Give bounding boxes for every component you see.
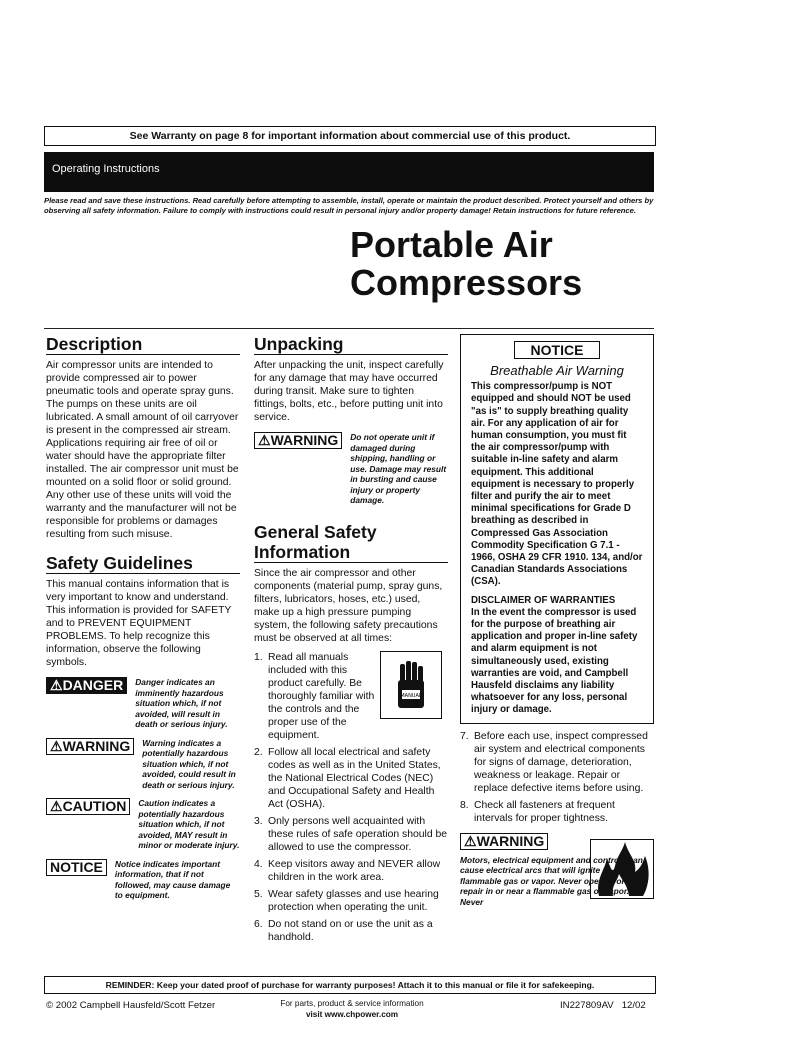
- general-safety-heading: [254, 522, 448, 563]
- copyright: © 2002 Campbell Hausfeld/Scott Fetzer: [46, 1000, 216, 1011]
- warning-badge: [460, 833, 548, 850]
- disclaimer-body: In the event the compressor is used for the purpose of breathing air application and proper in-line safety and alarm equipment is not simultaneously used, existing warranties are void, and Campbell Hausfeld disclaims any liability whatsoever for any loss, personal injury or damage.: [471, 606, 638, 716]
- unpacking-warning: [254, 432, 448, 506]
- list-item: [254, 815, 448, 854]
- item-number: 4.: [254, 858, 263, 870]
- notice-body: This compressor/pump is NOT equipped and should NOT be used "as is" to supply breathing quality air. For any application of air for human consumption, you must fit the air compressor/pump with suitable in-line safety and alarm equipment. This additional equipment is necessary to properly filter and purify the air to meet minimal specifications for Grade D breathing as described in Compressed Gas Association Commodity Specification G 7.1 - 1966, OSHA 29 CFR 1910. 134, and/or Canadian Standards Associations (CSA).: [471, 381, 643, 588]
- column-middle: [254, 334, 448, 944]
- item-text: Only persons well acquainted with these rules of safe operation should be allowed to use the compressor.: [268, 815, 448, 853]
- parts-info: [272, 998, 432, 1020]
- notice-label: NOTICE: [514, 341, 600, 359]
- warning-text: Warning indicates a potentially hazardous situation which, if not avoided, could result in death or serious injury.: [142, 737, 236, 790]
- danger-text: Danger indicates an imminently hazardous situation which, if not avoided, will result in death or serious injury.: [135, 677, 228, 729]
- unpacking-body: After unpacking the unit, inspect carefully for any damage that may have occurred during transit. Make sure to tighten fittings, bolts, etc., before putting unit into service.: [254, 360, 444, 423]
- warning-label: WARNING: [476, 832, 545, 849]
- notice-signal: [46, 859, 240, 901]
- safety-guidelines-body: This manual contains information that is very important to know and understand. This information is provided for SAFETY and to PREVENT EQUIPMENT PROBLEMS. To help recognize this information, observe the following symbols.: [46, 579, 232, 668]
- notice-text: Notice indicates important information, that if not followed, may cause damage to equipment.: [114, 858, 231, 900]
- list-item: [254, 858, 448, 884]
- intro-text: Please read and save these instructions. Read carefully before attempting to assemble, install, operate or maintain the product described. Protect yourself and others by observing all safety information. Failure to comply with instructions could result in personal injury and/or property damage! Retain instructions for future reference.: [44, 196, 654, 216]
- item-text: Do not stand on or use the unit as a handhold.: [268, 918, 433, 943]
- list-item: [254, 918, 448, 944]
- danger-label: DANGER: [62, 677, 124, 693]
- warning-label: WARNING: [62, 737, 131, 754]
- read-manual-icon: [380, 651, 442, 719]
- parts-info-line-1: For parts, product & service information: [280, 999, 424, 1008]
- warranty-notice: See Warranty on page 8 for important information about commercial use of this product.: [44, 126, 656, 146]
- section-bar: Operating Instructions: [44, 152, 654, 192]
- item-number: 6.: [254, 918, 263, 930]
- list-item: [254, 746, 448, 811]
- continued-safety-list: [460, 730, 654, 825]
- reminder-box: REMINDER: Keep your dated proof of purchase for warranty purposes! Attach it to this manual or file it for safekeeping.: [44, 976, 656, 994]
- caution-text: Caution indicates a potentially hazardous situation which, if not avoided, MAY result in minor or moderate injury.: [138, 798, 240, 850]
- list-item: [460, 730, 654, 795]
- item-text: Keep visitors away and NEVER allow children in the work area.: [268, 858, 441, 883]
- fire-warning-text: Motors, electrical equipment and controls can cause electrical arcs that will ignite a flammable gas or vapor. Never operate or repair in or near a flammable gas or vapor. Never: [460, 854, 643, 907]
- general-safety-body: Since the air compressor and other components (material pump, spray guns, filters, lubricators, hoses, etc.) used, make up a high pressure pumping system, the following safety precautions must be observed at all times:: [254, 567, 443, 644]
- alert-triangle-icon: ⚠: [258, 432, 271, 448]
- item-text: Wear safety glasses and use hearing protection when operating the unit.: [268, 888, 439, 913]
- fire-warning: [460, 833, 654, 929]
- parts-info-line-2: visit www.chpower.com: [305, 1010, 399, 1019]
- danger-badge: [46, 677, 127, 694]
- unpacking-heading: Unpacking: [254, 334, 448, 355]
- warning-badge: [254, 432, 342, 449]
- safety-list-wrap: [254, 651, 448, 944]
- general-safety-heading-line-1: General Safety: [254, 521, 377, 542]
- list-item: [460, 799, 654, 825]
- description-heading: Description: [46, 334, 240, 355]
- alert-triangle-icon: ⚠: [50, 677, 63, 693]
- list-item: [254, 888, 448, 914]
- alert-triangle-icon: ⚠: [50, 798, 63, 814]
- item-text: Before each use, inspect compressed air system and electrical components for signs of damage, deterioration, weakness or leakage. Repair or replace defective items before using.: [474, 730, 648, 794]
- caution-label: CAUTION: [62, 798, 127, 814]
- alert-triangle-icon: ⚠: [464, 832, 477, 849]
- item-number: 3.: [254, 815, 263, 827]
- item-number: 5.: [254, 888, 263, 900]
- title-line-1: Portable Air: [350, 224, 553, 265]
- item-number: 2.: [254, 746, 263, 758]
- warning-signal: [46, 738, 240, 791]
- warning-badge: [46, 738, 134, 755]
- general-safety-heading-line-2: Information: [254, 541, 351, 562]
- item-number: 8.: [460, 799, 469, 811]
- warning-label: WARNING: [270, 432, 339, 448]
- breathable-air-notice: [460, 334, 654, 724]
- item-number: 7.: [460, 730, 469, 742]
- column-left: [46, 334, 240, 901]
- unpacking-warning-text: Do not operate unit if damaged during shipping, handling or use. Damage may result in bursting and cause injury or property damage.: [350, 432, 447, 505]
- danger-signal: [46, 677, 240, 730]
- caution-badge: [46, 798, 130, 815]
- alert-triangle-icon: ⚠: [50, 737, 63, 754]
- item-text: Check all fasteners at frequent intervals for proper tightness.: [474, 799, 615, 824]
- safety-guidelines-heading: Safety Guidelines: [46, 553, 240, 574]
- item-text: Follow all local electrical and safety codes as well as in the United States, the National Electrical Codes (NEC) and Occupational Safety and Health Act (OSHA).: [268, 746, 441, 810]
- column-right: [460, 334, 654, 929]
- title-line-2: Compressors: [350, 262, 583, 303]
- item-text: Read all manuals included with this product carefully. Be thoroughly familiar with the controls and the proper use of the equipment.: [268, 651, 375, 741]
- notice-badge: NOTICE: [46, 859, 107, 876]
- page-title: [350, 226, 582, 302]
- disclaimer-heading: DISCLAIMER OF WARRANTIES: [471, 594, 616, 606]
- description-body: Air compressor units are intended to provide compressed air to power pneumatic tools and operate spray guns. The pumps on these units are oil lubricated. A small amount of oil carryover is present in the compressed air stream. Applications requiring air free of oil or water should have the appropriate filter installed. The air compressor unit must be mounted on a solid floor or solid ground. Any other use of these units will void the warranty and the manufacturer will not be responsible for problems or damages resulting from such misuse.: [46, 360, 239, 540]
- caution-signal: [46, 798, 240, 851]
- hand-book-icon: [392, 660, 430, 710]
- title-divider: [44, 328, 654, 329]
- doc-number: IN227809AV 12/02: [560, 1000, 646, 1011]
- item-number: 1.: [254, 651, 263, 663]
- notice-subtitle: Breathable Air Warning: [490, 363, 624, 378]
- manual-icon-label: MANUAL: [400, 692, 422, 699]
